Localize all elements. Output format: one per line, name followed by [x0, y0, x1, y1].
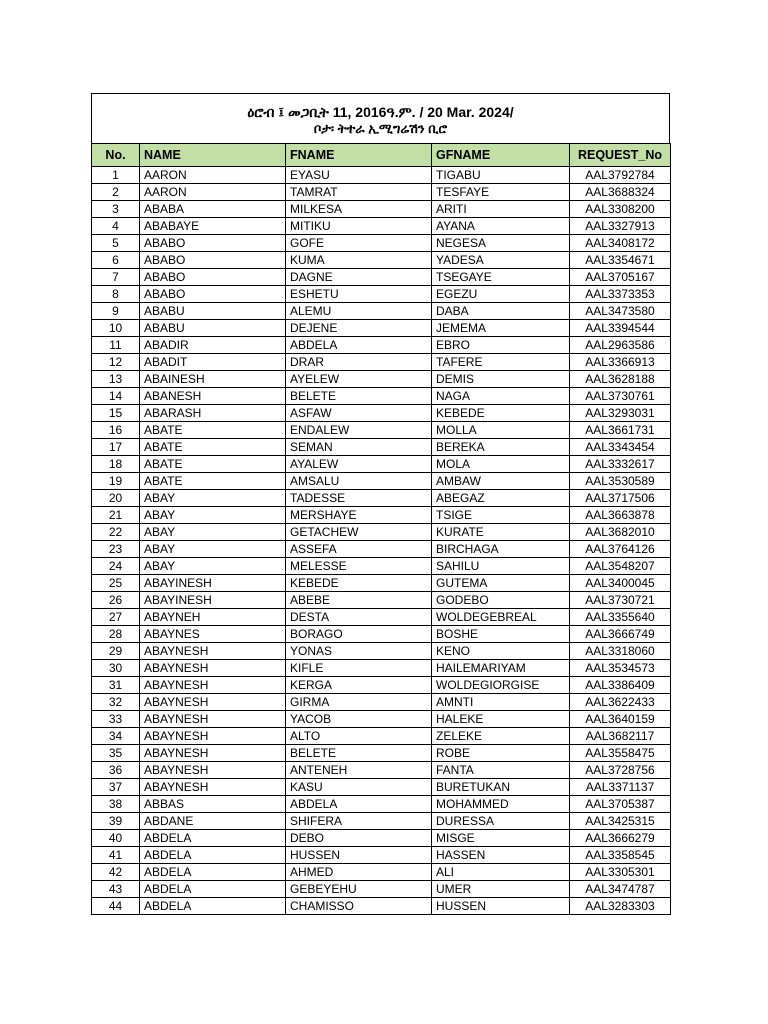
cell-gfname: ABEGAZ [432, 490, 570, 507]
cell-name: ABAY [140, 558, 286, 575]
header-gfname: GFNAME [432, 144, 570, 167]
cell-request-no: AAL3558475 [570, 745, 671, 762]
cell-request-no: AAL3688324 [570, 184, 671, 201]
cell-request-no: AAL3358545 [570, 847, 671, 864]
cell-fname: DEJENE [286, 320, 432, 337]
cell-fname: ALEMU [286, 303, 432, 320]
cell-no: 1 [92, 167, 140, 184]
cell-no: 28 [92, 626, 140, 643]
cell-fname: ENDALEW [286, 422, 432, 439]
table-row [92, 711, 671, 728]
cell-name: ABAYNESH [140, 728, 286, 745]
cell-no: 5 [92, 235, 140, 252]
cell-request-no: AAL3283303 [570, 898, 671, 915]
cell-name: ABAYNESH [140, 779, 286, 796]
cell-no: 10 [92, 320, 140, 337]
table-row [92, 660, 671, 677]
table-row [92, 558, 671, 575]
table-row [92, 643, 671, 660]
table-row [92, 626, 671, 643]
cell-no: 41 [92, 847, 140, 864]
cell-request-no: AAL3705167 [570, 269, 671, 286]
cell-no: 12 [92, 354, 140, 371]
cell-no: 33 [92, 711, 140, 728]
header-name: NAME [140, 144, 286, 167]
cell-request-no: AAL3728756 [570, 762, 671, 779]
cell-gfname: GUTEMA [432, 575, 570, 592]
cell-fname: AYELEW [286, 371, 432, 388]
cell-gfname: TIGABU [432, 167, 570, 184]
cell-no: 32 [92, 694, 140, 711]
table-row [92, 303, 671, 320]
cell-request-no: AAL3530589 [570, 473, 671, 490]
cell-no: 34 [92, 728, 140, 745]
cell-no: 17 [92, 439, 140, 456]
table-row [92, 609, 671, 626]
cell-request-no: AAL3661731 [570, 422, 671, 439]
cell-gfname: WOLDEGIORGISE [432, 677, 570, 694]
cell-no: 25 [92, 575, 140, 592]
cell-gfname: SAHILU [432, 558, 570, 575]
cell-no: 24 [92, 558, 140, 575]
cell-name: ABAYNESH [140, 660, 286, 677]
cell-no: 44 [92, 898, 140, 915]
applicant-table [91, 143, 671, 915]
header-fname: FNAME [286, 144, 432, 167]
table-row [92, 541, 671, 558]
cell-request-no: AAL3371137 [570, 779, 671, 796]
cell-fname: TADESSE [286, 490, 432, 507]
cell-no: 22 [92, 524, 140, 541]
cell-gfname: KEBEDE [432, 405, 570, 422]
cell-name: ABABU [140, 320, 286, 337]
cell-fname: AYALEW [286, 456, 432, 473]
cell-request-no: AAL3548207 [570, 558, 671, 575]
cell-name: ABDELA [140, 881, 286, 898]
cell-gfname: HALEKE [432, 711, 570, 728]
cell-no: 13 [92, 371, 140, 388]
cell-fname: ABDELA [286, 337, 432, 354]
cell-fname: DESTA [286, 609, 432, 626]
cell-gfname: NAGA [432, 388, 570, 405]
cell-gfname: MISGE [432, 830, 570, 847]
cell-fname: YACOB [286, 711, 432, 728]
title-date: ዕሮብ ፤ መጋቢት 11, 2016ዓ.ም. / 20 Mar. 2024/ [247, 104, 514, 120]
cell-gfname: HASSEN [432, 847, 570, 864]
table-row [92, 524, 671, 541]
table-row [92, 745, 671, 762]
cell-request-no: AAL3474787 [570, 881, 671, 898]
cell-name: ABAINESH [140, 371, 286, 388]
cell-gfname: EGEZU [432, 286, 570, 303]
table-row [92, 830, 671, 847]
table-row [92, 252, 671, 269]
table-row [92, 898, 671, 915]
cell-name: ABAYNESH [140, 694, 286, 711]
cell-request-no: AAL3628188 [570, 371, 671, 388]
cell-name: ABABU [140, 303, 286, 320]
cell-gfname: TAFERE [432, 354, 570, 371]
cell-no: 14 [92, 388, 140, 405]
cell-fname: DEBO [286, 830, 432, 847]
cell-name: ABABAYE [140, 218, 286, 235]
cell-fname: ESHETU [286, 286, 432, 303]
cell-fname: KASU [286, 779, 432, 796]
cell-gfname: DURESSA [432, 813, 570, 830]
cell-request-no: AAL3293031 [570, 405, 671, 422]
cell-gfname: DEMIS [432, 371, 570, 388]
cell-fname: SHIFERA [286, 813, 432, 830]
table-row [92, 371, 671, 388]
cell-request-no: AAL3355640 [570, 609, 671, 626]
title-location: ቦታ፡ ትተራ ኢሚግሬሽን ቢሮ [313, 121, 448, 136]
cell-request-no: AAL3534573 [570, 660, 671, 677]
cell-no: 40 [92, 830, 140, 847]
table-row [92, 677, 671, 694]
cell-fname: ABDELA [286, 796, 432, 813]
table-row [92, 592, 671, 609]
cell-gfname: JEMEMA [432, 320, 570, 337]
cell-name: ABAYNEH [140, 609, 286, 626]
cell-no: 37 [92, 779, 140, 796]
header-no: No. [92, 144, 140, 167]
table-row [92, 762, 671, 779]
cell-name: ABDANE [140, 813, 286, 830]
table-row [92, 167, 671, 184]
cell-request-no: AAL3354671 [570, 252, 671, 269]
cell-fname: BELETE [286, 388, 432, 405]
cell-gfname: TSEGAYE [432, 269, 570, 286]
cell-request-no: AAL3682010 [570, 524, 671, 541]
cell-request-no: AAL3792784 [570, 167, 671, 184]
table-row [92, 490, 671, 507]
cell-request-no: AAL3666279 [570, 830, 671, 847]
cell-fname: ASSEFA [286, 541, 432, 558]
table-row [92, 320, 671, 337]
cell-name: ABAYNESH [140, 643, 286, 660]
cell-no: 6 [92, 252, 140, 269]
cell-gfname: MOLLA [432, 422, 570, 439]
table-row [92, 813, 671, 830]
cell-name: ABADIR [140, 337, 286, 354]
table-row [92, 269, 671, 286]
cell-fname: CHAMISSO [286, 898, 432, 915]
cell-name: ABADIT [140, 354, 286, 371]
table-row [92, 473, 671, 490]
cell-request-no: AAL3717506 [570, 490, 671, 507]
cell-no: 16 [92, 422, 140, 439]
cell-no: 35 [92, 745, 140, 762]
cell-no: 31 [92, 677, 140, 694]
cell-fname: KERGA [286, 677, 432, 694]
cell-fname: BELETE [286, 745, 432, 762]
cell-no: 39 [92, 813, 140, 830]
cell-name: ABDELA [140, 847, 286, 864]
cell-gfname: KURATE [432, 524, 570, 541]
cell-fname: KEBEDE [286, 575, 432, 592]
cell-request-no: AAL3400045 [570, 575, 671, 592]
table-row [92, 847, 671, 864]
table-row [92, 337, 671, 354]
table-row [92, 507, 671, 524]
cell-fname: HUSSEN [286, 847, 432, 864]
cell-gfname: AMNTI [432, 694, 570, 711]
cell-fname: GIRMA [286, 694, 432, 711]
cell-no: 2 [92, 184, 140, 201]
cell-fname: ABEBE [286, 592, 432, 609]
cell-fname: AMSALU [286, 473, 432, 490]
cell-no: 38 [92, 796, 140, 813]
cell-request-no: AAL3305301 [570, 864, 671, 881]
cell-gfname: UMER [432, 881, 570, 898]
cell-gfname: TSIGE [432, 507, 570, 524]
cell-name: ABAYNESH [140, 745, 286, 762]
cell-gfname: ARITI [432, 201, 570, 218]
cell-gfname: HUSSEN [432, 898, 570, 915]
table-header-row [92, 144, 671, 167]
cell-no: 26 [92, 592, 140, 609]
cell-request-no: AAL2963586 [570, 337, 671, 354]
cell-fname: MITIKU [286, 218, 432, 235]
cell-gfname: NEGESA [432, 235, 570, 252]
cell-no: 19 [92, 473, 140, 490]
cell-name: ABABO [140, 269, 286, 286]
cell-name: ABAYNES [140, 626, 286, 643]
cell-fname: YONAS [286, 643, 432, 660]
cell-name: ABAYINESH [140, 592, 286, 609]
cell-name: ABAYNESH [140, 711, 286, 728]
cell-no: 11 [92, 337, 140, 354]
table-row [92, 201, 671, 218]
cell-gfname: AYANA [432, 218, 570, 235]
cell-name: ABDELA [140, 864, 286, 881]
cell-name: AARON [140, 184, 286, 201]
cell-name: ABATE [140, 439, 286, 456]
cell-request-no: AAL3622433 [570, 694, 671, 711]
table-row [92, 388, 671, 405]
cell-gfname: YADESA [432, 252, 570, 269]
cell-gfname: BOSHE [432, 626, 570, 643]
header-request-no: REQUEST_No [570, 144, 671, 167]
cell-gfname: EBRO [432, 337, 570, 354]
cell-request-no: AAL3663878 [570, 507, 671, 524]
table-row [92, 439, 671, 456]
cell-fname: KUMA [286, 252, 432, 269]
cell-request-no: AAL3332617 [570, 456, 671, 473]
cell-no: 43 [92, 881, 140, 898]
cell-name: ABDELA [140, 830, 286, 847]
cell-fname: MELESSE [286, 558, 432, 575]
cell-name: ABAY [140, 490, 286, 507]
cell-fname: GETACHEW [286, 524, 432, 541]
cell-request-no: AAL3327913 [570, 218, 671, 235]
cell-no: 4 [92, 218, 140, 235]
cell-fname: SEMAN [286, 439, 432, 456]
cell-name: ABAYNESH [140, 762, 286, 779]
cell-gfname: ZELEKE [432, 728, 570, 745]
cell-no: 3 [92, 201, 140, 218]
cell-fname: KIFLE [286, 660, 432, 677]
cell-fname: DAGNE [286, 269, 432, 286]
cell-fname: ALTO [286, 728, 432, 745]
cell-gfname: MOLA [432, 456, 570, 473]
cell-gfname: GODEBO [432, 592, 570, 609]
cell-name: ABATE [140, 456, 286, 473]
cell-request-no: AAL3425315 [570, 813, 671, 830]
table-row [92, 575, 671, 592]
cell-name: ABAYNESH [140, 677, 286, 694]
table-row [92, 235, 671, 252]
table-row [92, 354, 671, 371]
cell-gfname: HAILEMARIYAM [432, 660, 570, 677]
cell-name: ABATE [140, 473, 286, 490]
cell-request-no: AAL3408172 [570, 235, 671, 252]
cell-request-no: AAL3394544 [570, 320, 671, 337]
table-row [92, 728, 671, 745]
cell-gfname: DABA [432, 303, 570, 320]
cell-name: ABAY [140, 541, 286, 558]
cell-request-no: AAL3640159 [570, 711, 671, 728]
table-row [92, 286, 671, 303]
cell-gfname: ALI [432, 864, 570, 881]
cell-fname: AHMED [286, 864, 432, 881]
cell-fname: GOFE [286, 235, 432, 252]
cell-no: 15 [92, 405, 140, 422]
cell-fname: ASFAW [286, 405, 432, 422]
cell-fname: ANTENEH [286, 762, 432, 779]
cell-no: 27 [92, 609, 140, 626]
cell-gfname: AMBAW [432, 473, 570, 490]
cell-fname: BORAGO [286, 626, 432, 643]
table-row [92, 864, 671, 881]
cell-name: ABATE [140, 422, 286, 439]
cell-request-no: AAL3386409 [570, 677, 671, 694]
cell-name: ABABA [140, 201, 286, 218]
cell-name: ABABO [140, 235, 286, 252]
cell-fname: MERSHAYE [286, 507, 432, 524]
cell-name: ABBAS [140, 796, 286, 813]
table-row [92, 405, 671, 422]
cell-no: 36 [92, 762, 140, 779]
table-row [92, 779, 671, 796]
cell-name: ABABO [140, 286, 286, 303]
cell-request-no: AAL3730761 [570, 388, 671, 405]
cell-name: ABDELA [140, 898, 286, 915]
table-row [92, 796, 671, 813]
cell-gfname: BURETUKAN [432, 779, 570, 796]
table-row [92, 218, 671, 235]
cell-request-no: AAL3318060 [570, 643, 671, 660]
cell-fname: MILKESA [286, 201, 432, 218]
cell-gfname: BIRCHAGA [432, 541, 570, 558]
cell-gfname: ROBE [432, 745, 570, 762]
cell-no: 20 [92, 490, 140, 507]
cell-request-no: AAL3730721 [570, 592, 671, 609]
table-row [92, 456, 671, 473]
cell-request-no: AAL3373353 [570, 286, 671, 303]
cell-name: AARON [140, 167, 286, 184]
cell-fname: GEBEYEHU [286, 881, 432, 898]
cell-request-no: AAL3764126 [570, 541, 671, 558]
cell-no: 42 [92, 864, 140, 881]
cell-no: 18 [92, 456, 140, 473]
cell-no: 21 [92, 507, 140, 524]
table-row [92, 694, 671, 711]
cell-name: ABABO [140, 252, 286, 269]
cell-request-no: AAL3473580 [570, 303, 671, 320]
cell-gfname: FANTA [432, 762, 570, 779]
cell-fname: DRAR [286, 354, 432, 371]
cell-name: ABARASH [140, 405, 286, 422]
table-row [92, 422, 671, 439]
cell-gfname: TESFAYE [432, 184, 570, 201]
cell-request-no: AAL3366913 [570, 354, 671, 371]
cell-fname: EYASU [286, 167, 432, 184]
table-row [92, 881, 671, 898]
cell-name: ABAYINESH [140, 575, 286, 592]
cell-gfname: KENO [432, 643, 570, 660]
cell-gfname: WOLDEGEBREAL [432, 609, 570, 626]
cell-request-no: AAL3682117 [570, 728, 671, 745]
cell-name: ABAY [140, 507, 286, 524]
table-row [92, 184, 671, 201]
cell-gfname: MOHAMMED [432, 796, 570, 813]
cell-no: 29 [92, 643, 140, 660]
cell-request-no: AAL3343454 [570, 439, 671, 456]
cell-no: 23 [92, 541, 140, 558]
cell-no: 30 [92, 660, 140, 677]
title-box [91, 93, 670, 143]
cell-no: 9 [92, 303, 140, 320]
cell-name: ABAY [140, 524, 286, 541]
cell-name: ABANESH [140, 388, 286, 405]
cell-no: 7 [92, 269, 140, 286]
cell-fname: TAMRAT [286, 184, 432, 201]
cell-no: 8 [92, 286, 140, 303]
document-sheet [91, 93, 670, 915]
cell-gfname: BEREKA [432, 439, 570, 456]
cell-request-no: AAL3308200 [570, 201, 671, 218]
cell-request-no: AAL3705387 [570, 796, 671, 813]
cell-request-no: AAL3666749 [570, 626, 671, 643]
